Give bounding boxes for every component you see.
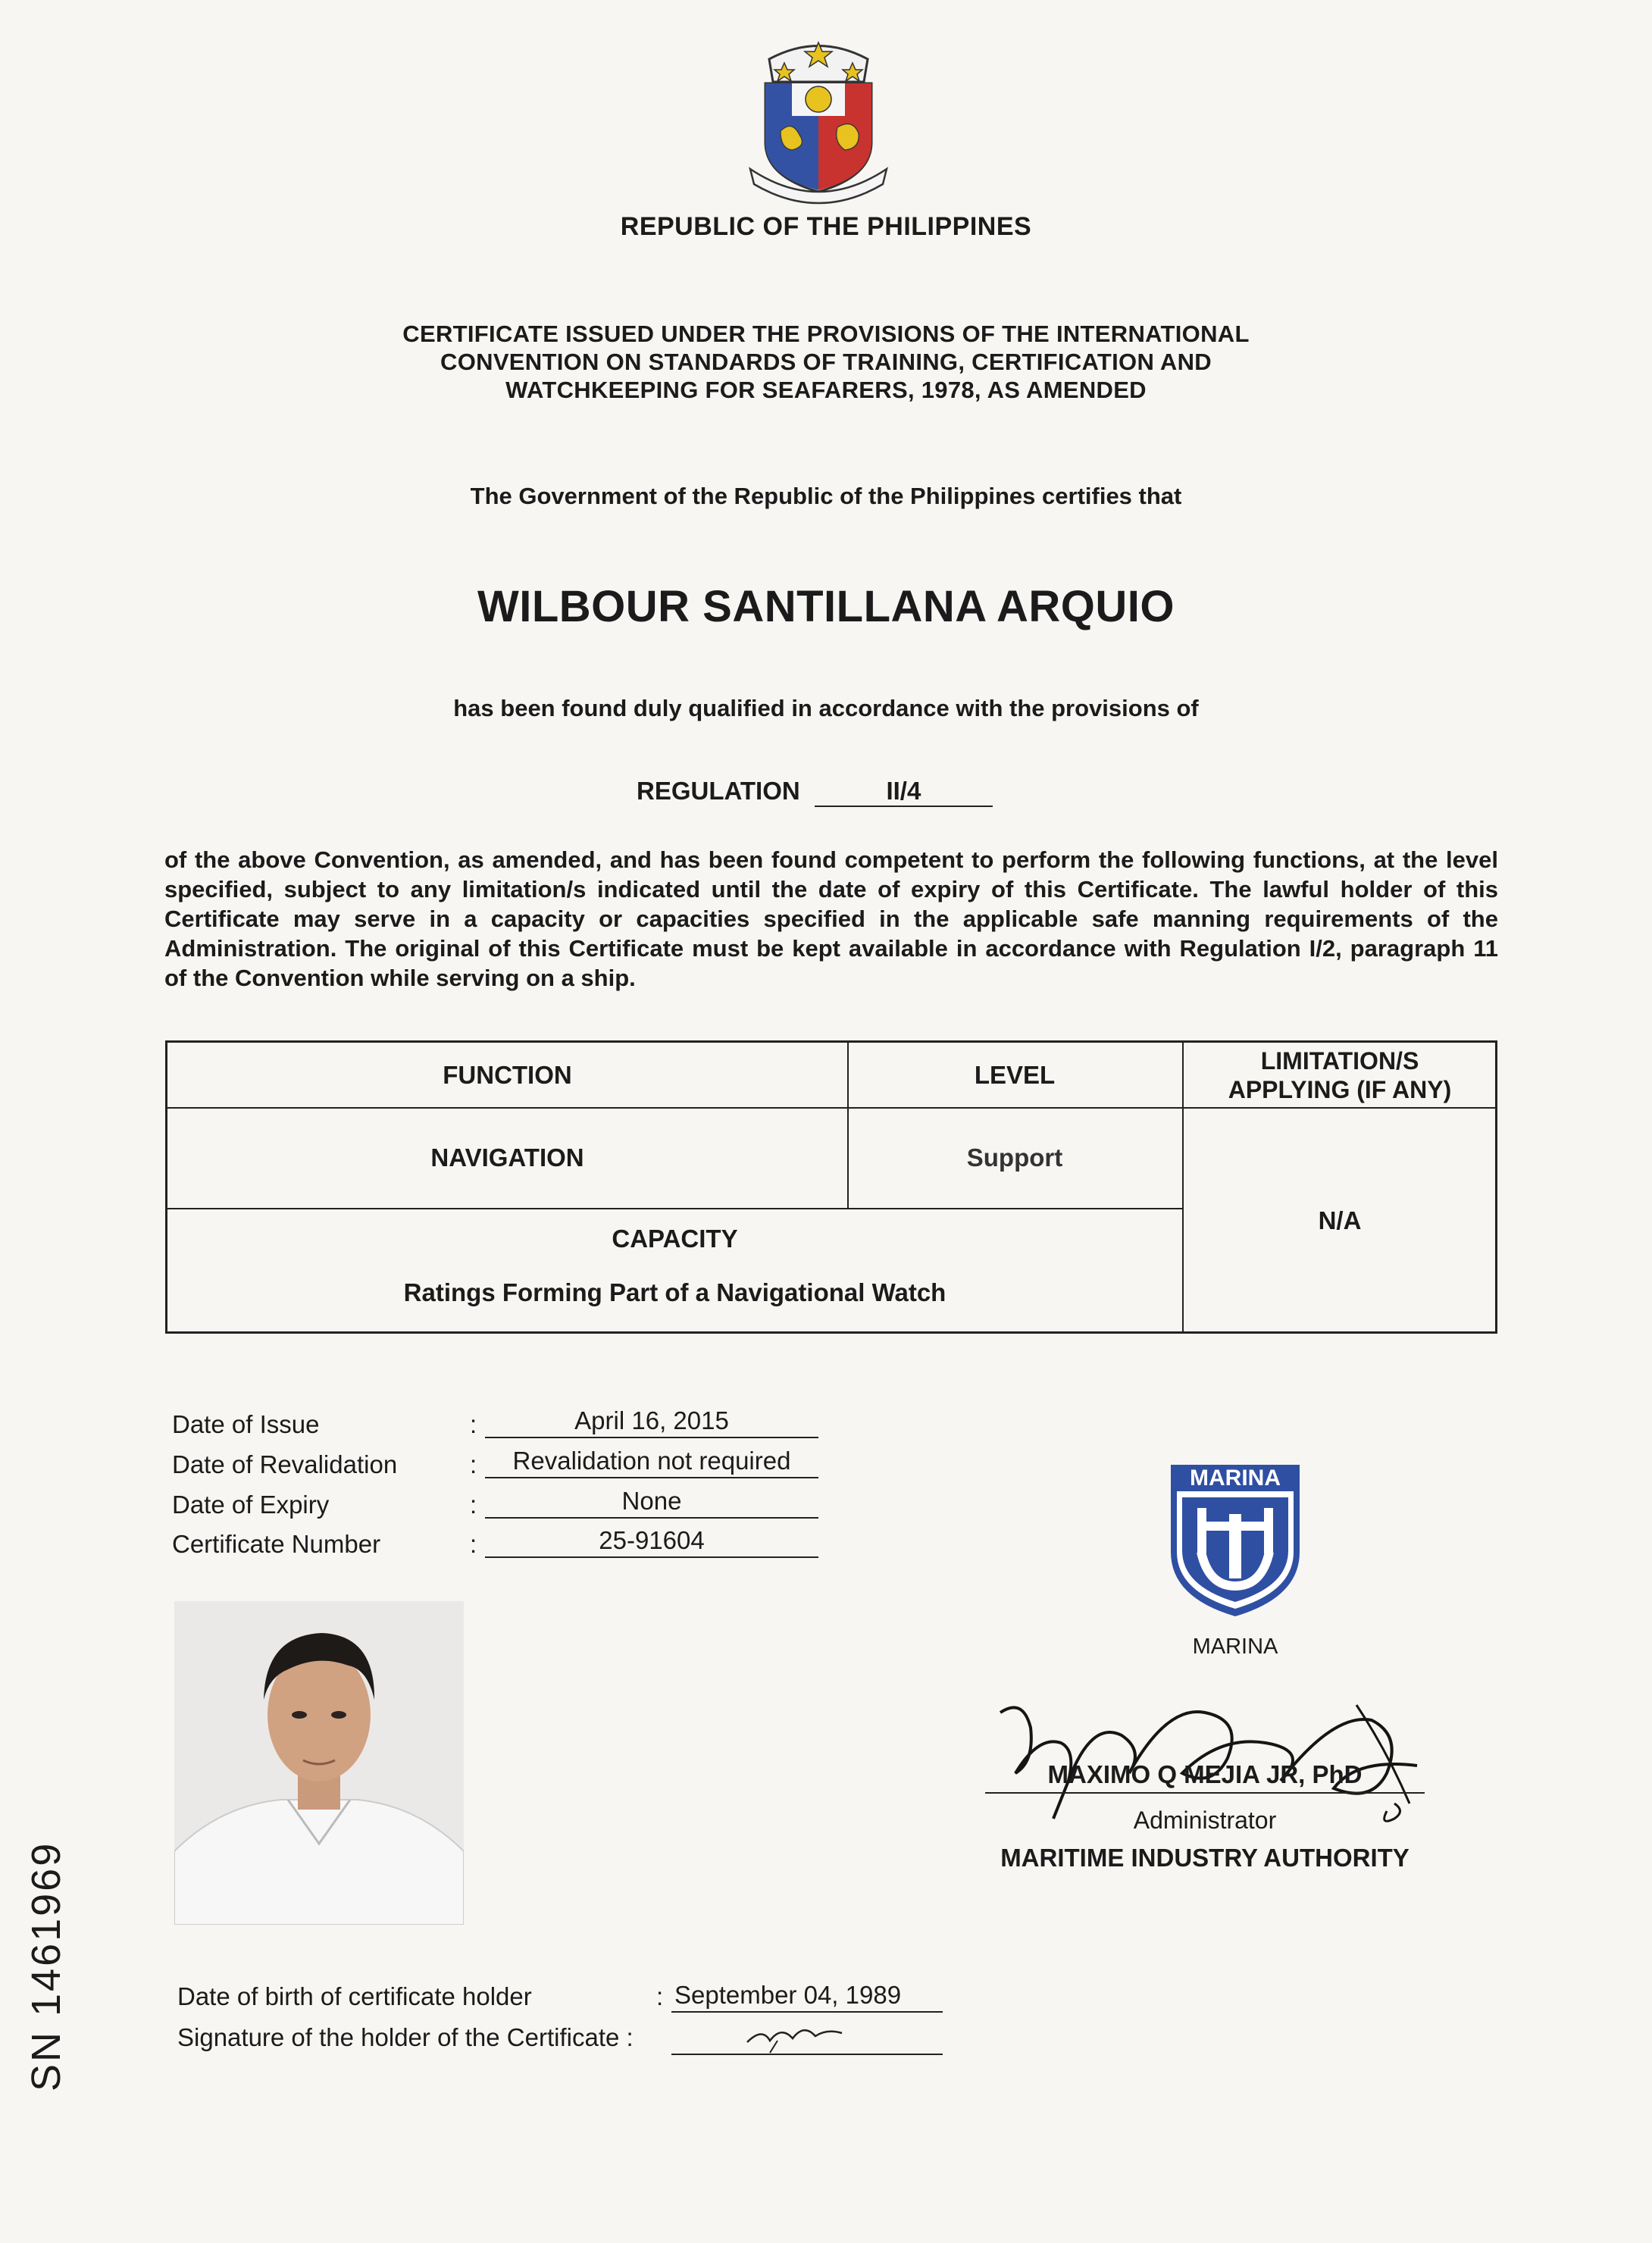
capacity-value: Ratings Forming Part of a Navigational Watch: [403, 1278, 946, 1306]
limitation-header-line: APPLYING (IF ANY): [1228, 1075, 1452, 1103]
date-of-issue-value: April 16, 2015: [485, 1406, 818, 1438]
capacity-header: CAPACITY: [612, 1225, 738, 1253]
limitation-header-line: LIMITATION/S: [1260, 1046, 1419, 1075]
date-of-expiry-value: None: [485, 1487, 818, 1519]
colon: :: [470, 1450, 477, 1478]
holder-signature-line: [671, 2019, 943, 2055]
holder-name: WILBOUR SANTILLANA ARQUIO: [477, 582, 1175, 631]
administrator-title: Administrator: [1133, 1807, 1277, 1834]
limitation-header: [1182, 1043, 1497, 1107]
date-of-birth-label: Date of birth of certificate holder: [177, 1982, 532, 2010]
holder-signature: [671, 2019, 943, 2054]
date-of-revalidation-label: Date of Revalidation: [172, 1450, 398, 1478]
administrator-name: MAXIMO Q MEJIA JR, PhD: [985, 1760, 1425, 1794]
philippine-seal-icon: [739, 29, 898, 211]
date-of-revalidation-value: Revalidation not required: [485, 1447, 818, 1478]
limitation-value: N/A: [1318, 1206, 1362, 1234]
republic-heading: REPUBLIC OF THE PHILIPPINES: [620, 212, 1032, 241]
regulation-value: II/4: [815, 777, 993, 807]
holder-signature-label: Signature of the holder of the Certificate :: [177, 2023, 634, 2051]
qualified-statement: has been found duly qualified in accordance with the provisions of: [453, 695, 1199, 721]
function-header: FUNCTION: [443, 1060, 572, 1089]
competence-paragraph: of the above Convention, as amended, and has been found competent to perform the following functions, at the level specified, subject to any limitation/s indicated until the date of expiry of this Certificate. The lawful holder of this Certificate may serve in a capacity or capacities specified in the applicable safe manning requirements of the Administration. The original of this Certificate must be kept available in accordance with Regulation I/2, paragraph 11 of the Convention while serving on a ship.: [164, 846, 1498, 991]
certificate-number-label: Certificate Number: [172, 1530, 381, 1558]
title-line: CONVENTION ON STANDARDS OF TRAINING, CERTIFICATION AND: [440, 349, 1212, 375]
level-header: LEVEL: [974, 1060, 1056, 1089]
holder-photo: [174, 1601, 464, 1925]
title-line: CERTIFICATE ISSUED UNDER THE PROVISIONS OF THE INTERNATIONAL: [402, 321, 1250, 347]
date-of-issue-label: Date of Issue: [172, 1410, 320, 1438]
regulation-line: [637, 777, 993, 807]
serial-number: SN 1461969: [23, 1841, 69, 2091]
colon: :: [470, 1410, 477, 1438]
marina-logo-text: MARINA: [1190, 1466, 1281, 1491]
certificate-number-value: 25-91604: [485, 1526, 818, 1558]
certifies-statement: The Government of the Republic of the Philippines certifies that: [470, 483, 1182, 509]
marina-logo-icon: [1167, 1461, 1303, 1620]
marina-caption: MARINA: [1192, 1635, 1278, 1659]
holder-portrait-icon: [174, 1601, 464, 1925]
date-of-expiry-label: Date of Expiry: [172, 1491, 330, 1519]
authority-name: MARITIME INDUSTRY AUTHORITY: [1000, 1844, 1410, 1872]
regulation-label: REGULATION: [637, 777, 800, 805]
colon: :: [656, 1982, 664, 2010]
certificate-title: [0, 320, 1652, 404]
function-table: [165, 1040, 1497, 1334]
title-line: WATCHKEEPING FOR SEAFARERS, 1978, AS AMENDED: [505, 377, 1147, 403]
level-value: Support: [966, 1143, 1063, 1172]
date-of-birth-value: September 04, 1989: [671, 1981, 943, 2013]
colon: :: [470, 1530, 477, 1558]
function-value: NAVIGATION: [430, 1143, 584, 1172]
colon: :: [470, 1491, 477, 1519]
